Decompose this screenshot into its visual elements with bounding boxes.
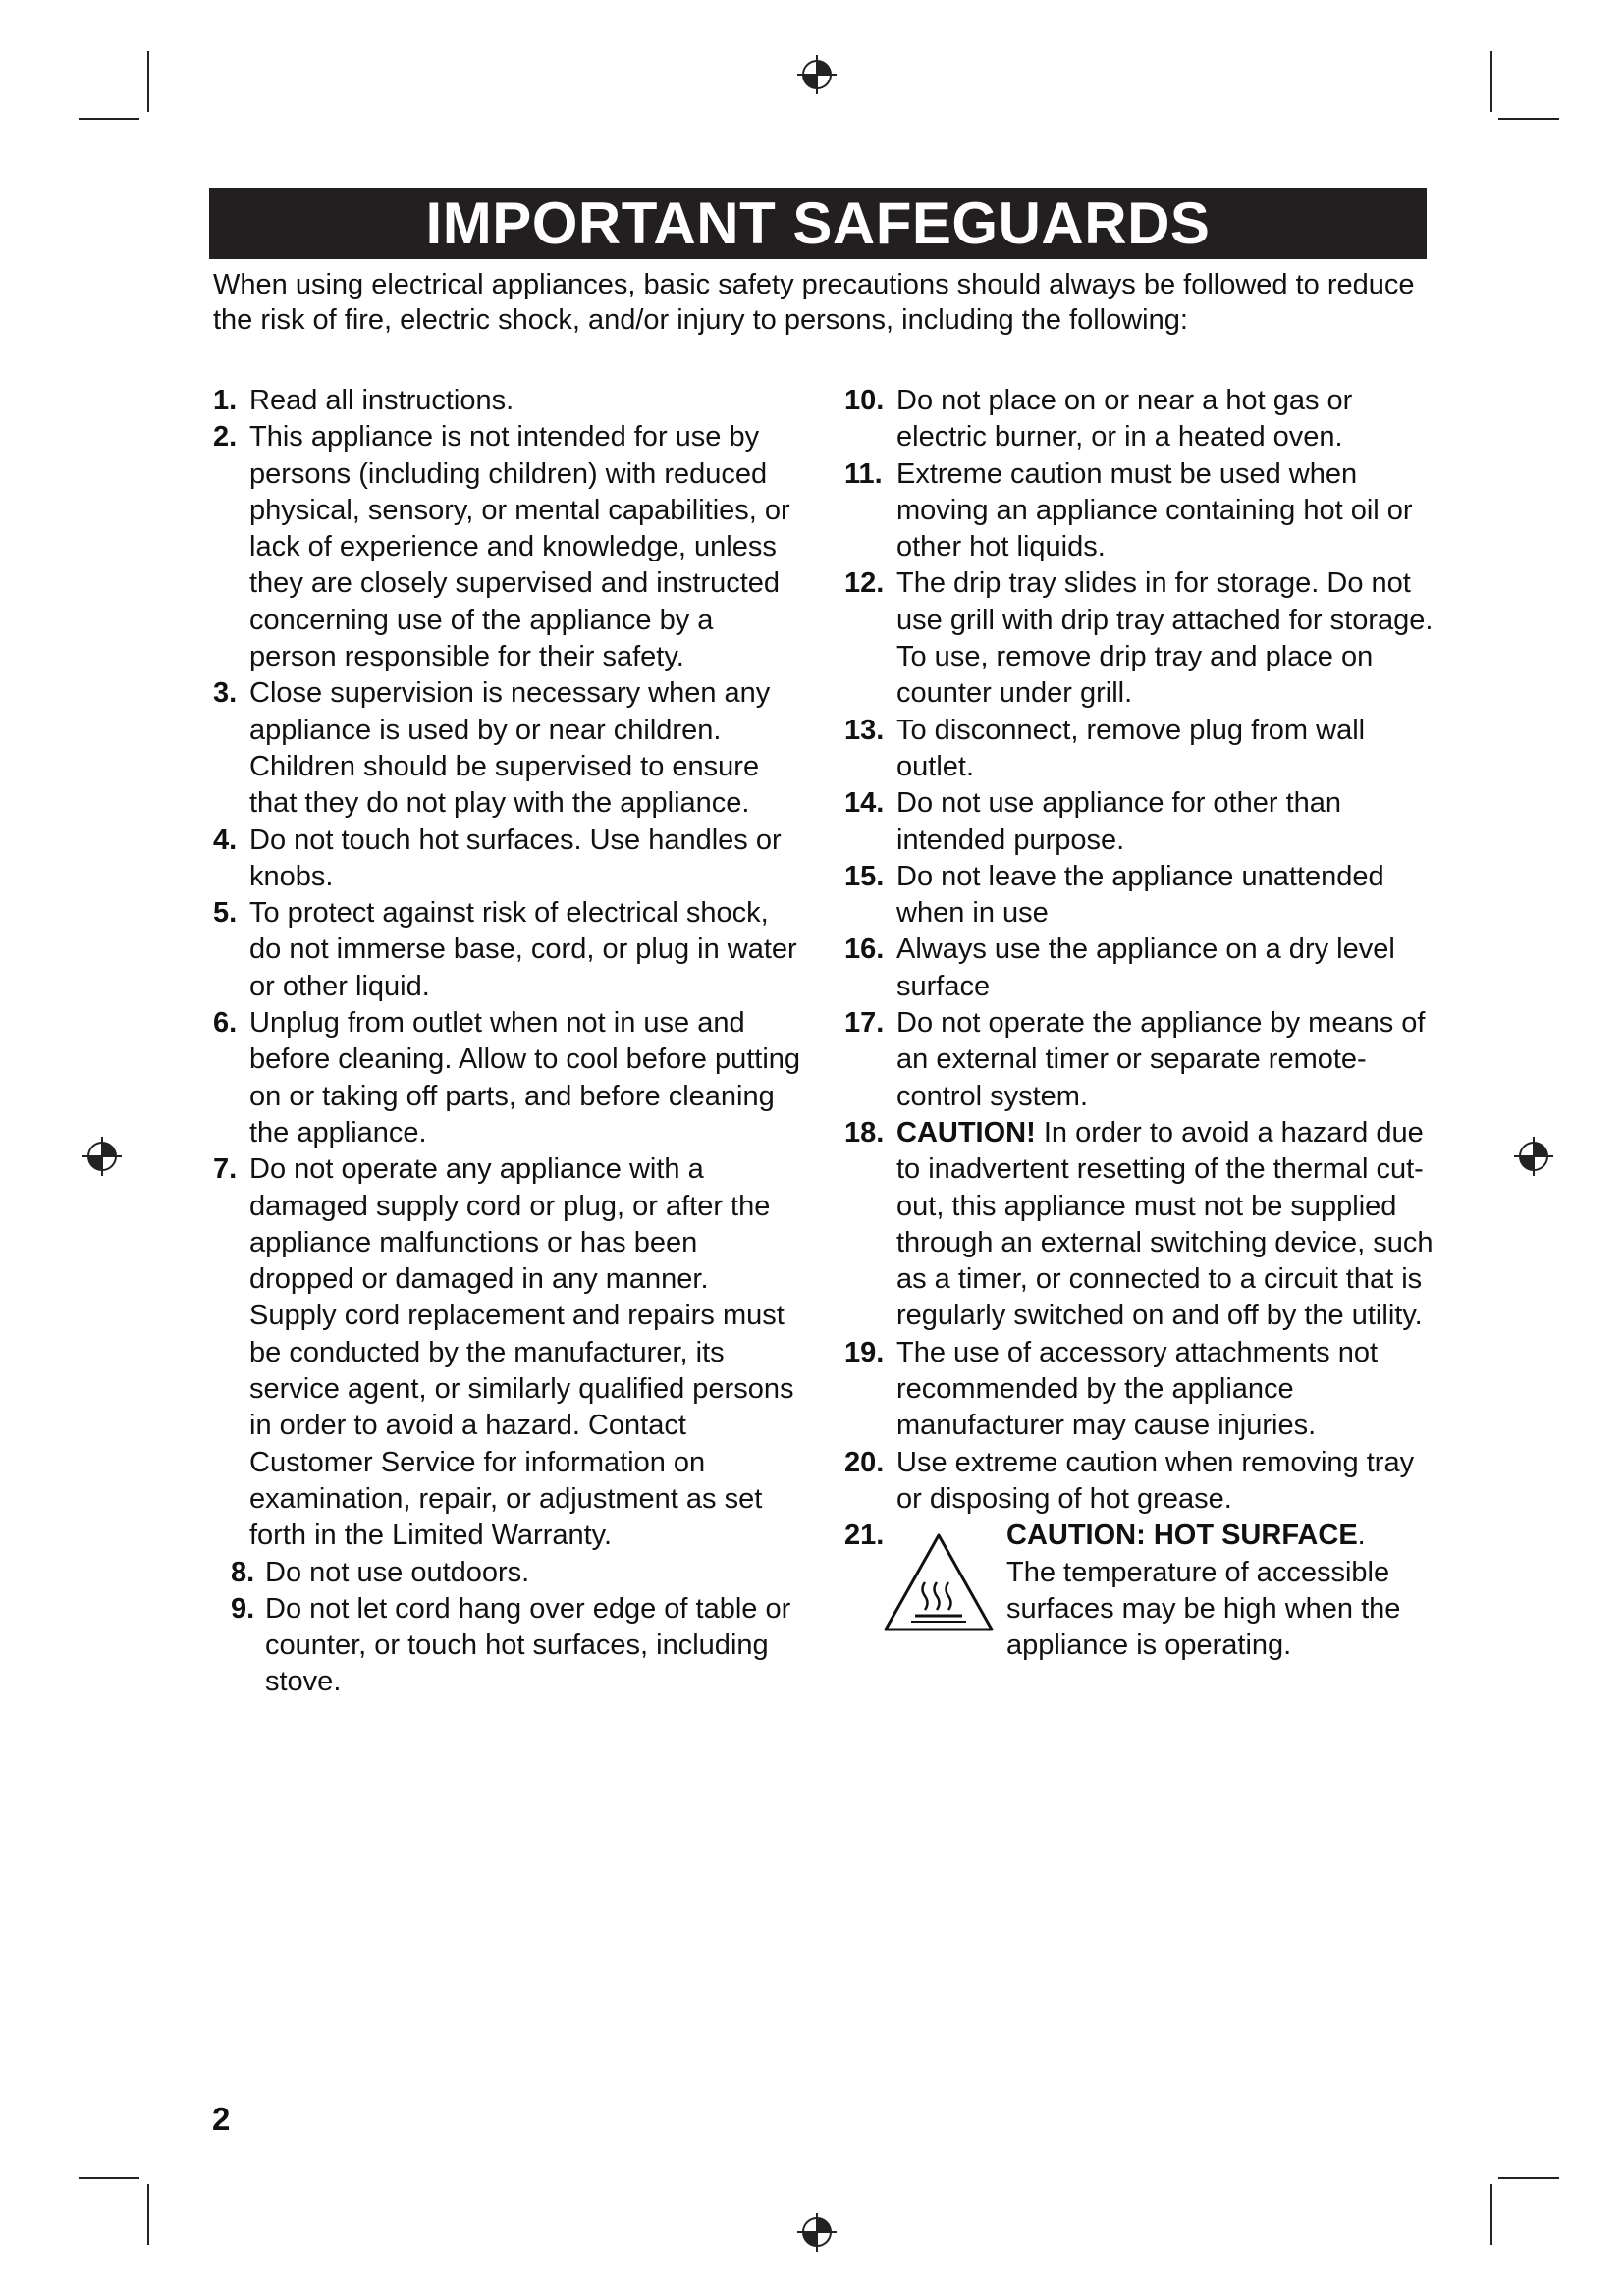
- item-text: Do not touch hot surfaces. Use handles or knobs.: [249, 824, 782, 892]
- registration-mark-icon: [1512, 1135, 1555, 1178]
- item-text: To protect against risk of electrical shock, do not immerse base, cord, or plug in water or other liquid.: [249, 897, 797, 1002]
- list-item: [213, 1591, 802, 1701]
- list-item: [844, 1115, 1434, 1335]
- caution-text: The temperature of accessible surfaces may be high when the appliance is operating.: [1006, 1556, 1401, 1662]
- item-number: 2.: [213, 421, 238, 454]
- list-item: [213, 419, 802, 675]
- caution-label: CAUTION: HOT SURFACE: [1006, 1520, 1358, 1552]
- item-text: Extreme caution must be used when moving an appliance containing hot oil or other hot liquids.: [896, 457, 1413, 563]
- item-number: 21.: [844, 1520, 885, 1552]
- list-item: [213, 1005, 802, 1151]
- item-number: 8.: [231, 1556, 255, 1588]
- item-text: The drip tray slides in for storage. Do not use grill with drip tray attached for storage. To use, remove drip tray and place on counter under grill.: [896, 567, 1434, 710]
- item-number: 1.: [213, 385, 238, 416]
- list-item: [844, 785, 1434, 859]
- caution-label: CAUTION!: [896, 1116, 1036, 1148]
- item-text: Do not use appliance for other than intended purpose.: [896, 787, 1342, 856]
- list-item: [844, 383, 1434, 456]
- item-number: 7.: [213, 1153, 238, 1186]
- item-text: Do not operate any appliance with a damaged supply cord or plug, or after the appliance malfunctions or has been dropped or damaged in any manner. Supply cord replacement and repairs must be conducted by the manufacturer, its service agent, or similarly qualified persons in order to avoid a hazard. Contact Customer Service for information on examination, repair, or adjustment as set forth in the Limited Warranty.: [249, 1153, 794, 1552]
- list-item: [213, 383, 802, 419]
- caution-text: In order to avoid a hazard due to inadvertent resetting of the thermal cut-out, this appliance must not be supplied through an external switching device, such as a timer, or connected to a circuit that is regularly switched on and off by the utility.: [896, 1116, 1434, 1332]
- item-text: Do not operate the appliance by means of an external timer or separate remote-control system.: [896, 1007, 1426, 1112]
- crop-mark-bottom-right-h: [1498, 2177, 1559, 2179]
- item-number: 6.: [213, 1007, 238, 1040]
- item-text: [1006, 1520, 1400, 1661]
- list-item: [213, 675, 802, 822]
- item-number: 15.: [844, 860, 885, 892]
- item-number: 16.: [844, 934, 885, 966]
- list-item: [213, 823, 802, 896]
- item-number: 13.: [844, 714, 885, 746]
- list-item: [213, 1555, 802, 1591]
- crop-mark-bottom-left-v: [147, 2184, 149, 2245]
- intro-paragraph: When using electrical appliances, basic safety precautions should always be followed to reduce the risk of fire, electric shock, and/or injury to persons, including the following:: [213, 269, 1415, 336]
- crop-mark-bottom-right-v: [1490, 2184, 1492, 2245]
- item-number: 17.: [844, 1007, 885, 1040]
- list-item: [844, 859, 1434, 933]
- item-text: The use of accessory attachments not recommended by the appliance manufacturer may cause injuries.: [896, 1336, 1379, 1442]
- item-text: Always use the appliance on a dry level surface: [896, 934, 1395, 1002]
- list-item: [844, 1005, 1434, 1115]
- list-item: [213, 895, 802, 1005]
- item-text: Do not leave the appliance unattended when in use: [896, 860, 1384, 930]
- crop-mark-bottom-left-h: [79, 2177, 139, 2179]
- item-number: 18.: [844, 1116, 885, 1148]
- item-text: [896, 1115, 1434, 1335]
- item-text: Unplug from outlet when not in use and before cleaning. Allow to cool before putting on or taking off parts, and before cleaning the appliance.: [249, 1007, 801, 1148]
- item-number: 5.: [213, 897, 238, 930]
- registration-mark-icon: [795, 53, 839, 96]
- crop-mark-top-right-v: [1490, 51, 1492, 112]
- item-number: 9.: [231, 1592, 255, 1625]
- caution-label-end: .: [1357, 1520, 1366, 1552]
- crop-mark-top-left-h: [79, 118, 139, 120]
- item-text: To disconnect, remove plug from wall outlet.: [896, 714, 1366, 782]
- item-number: 20.: [844, 1446, 885, 1478]
- item-text: Do not let cord hang over edge of table or counter, or touch hot surfaces, including stove.: [265, 1592, 791, 1698]
- item-text: Do not place on or near a hot gas or electric burner, or in a heated oven.: [896, 385, 1353, 454]
- hot-surface-warning-icon: [882, 1531, 996, 1633]
- crop-mark-top-left-v: [147, 51, 149, 112]
- item-number: 10.: [844, 385, 885, 416]
- page-number: 2: [212, 2101, 231, 2137]
- item-text: Close supervision is necessary when any appliance is used by or near children. Children should be supervised to ensure that they do not play with the appliance.: [249, 677, 771, 820]
- safeguards-list-left: [213, 383, 802, 1701]
- item-text: Do not use outdoors.: [265, 1556, 530, 1588]
- page-title: IMPORTANT SAFEGUARDS: [209, 188, 1427, 259]
- list-item: [844, 932, 1434, 1005]
- list-item: [844, 456, 1434, 566]
- crop-mark-top-right-h: [1498, 118, 1559, 120]
- registration-mark-icon: [81, 1135, 124, 1178]
- item-number: 11.: [844, 457, 883, 490]
- list-item: [844, 565, 1434, 712]
- safeguards-list-right: [844, 383, 1434, 1664]
- list-item: [844, 713, 1434, 786]
- item-number: 19.: [844, 1336, 885, 1368]
- list-item: [844, 1445, 1434, 1519]
- item-number: 4.: [213, 824, 238, 856]
- list-item-hot-surface: [844, 1518, 1434, 1664]
- item-number: 3.: [213, 677, 238, 710]
- list-item: [844, 1335, 1434, 1445]
- item-number: 14.: [844, 787, 885, 820]
- item-text: Read all instructions.: [249, 385, 514, 416]
- list-item: [213, 1151, 802, 1554]
- item-number: 12.: [844, 567, 885, 600]
- registration-mark-icon: [795, 2211, 839, 2254]
- item-text: This appliance is not intended for use by persons (including children) with reduced physical, sensory, or mental capabilities, or lack of experience and knowledge, unless they are closely supervised and instructed concerning use of the appliance by a person responsible for their safety.: [249, 421, 790, 673]
- item-text: Use extreme caution when removing tray or disposing of hot grease.: [896, 1446, 1415, 1515]
